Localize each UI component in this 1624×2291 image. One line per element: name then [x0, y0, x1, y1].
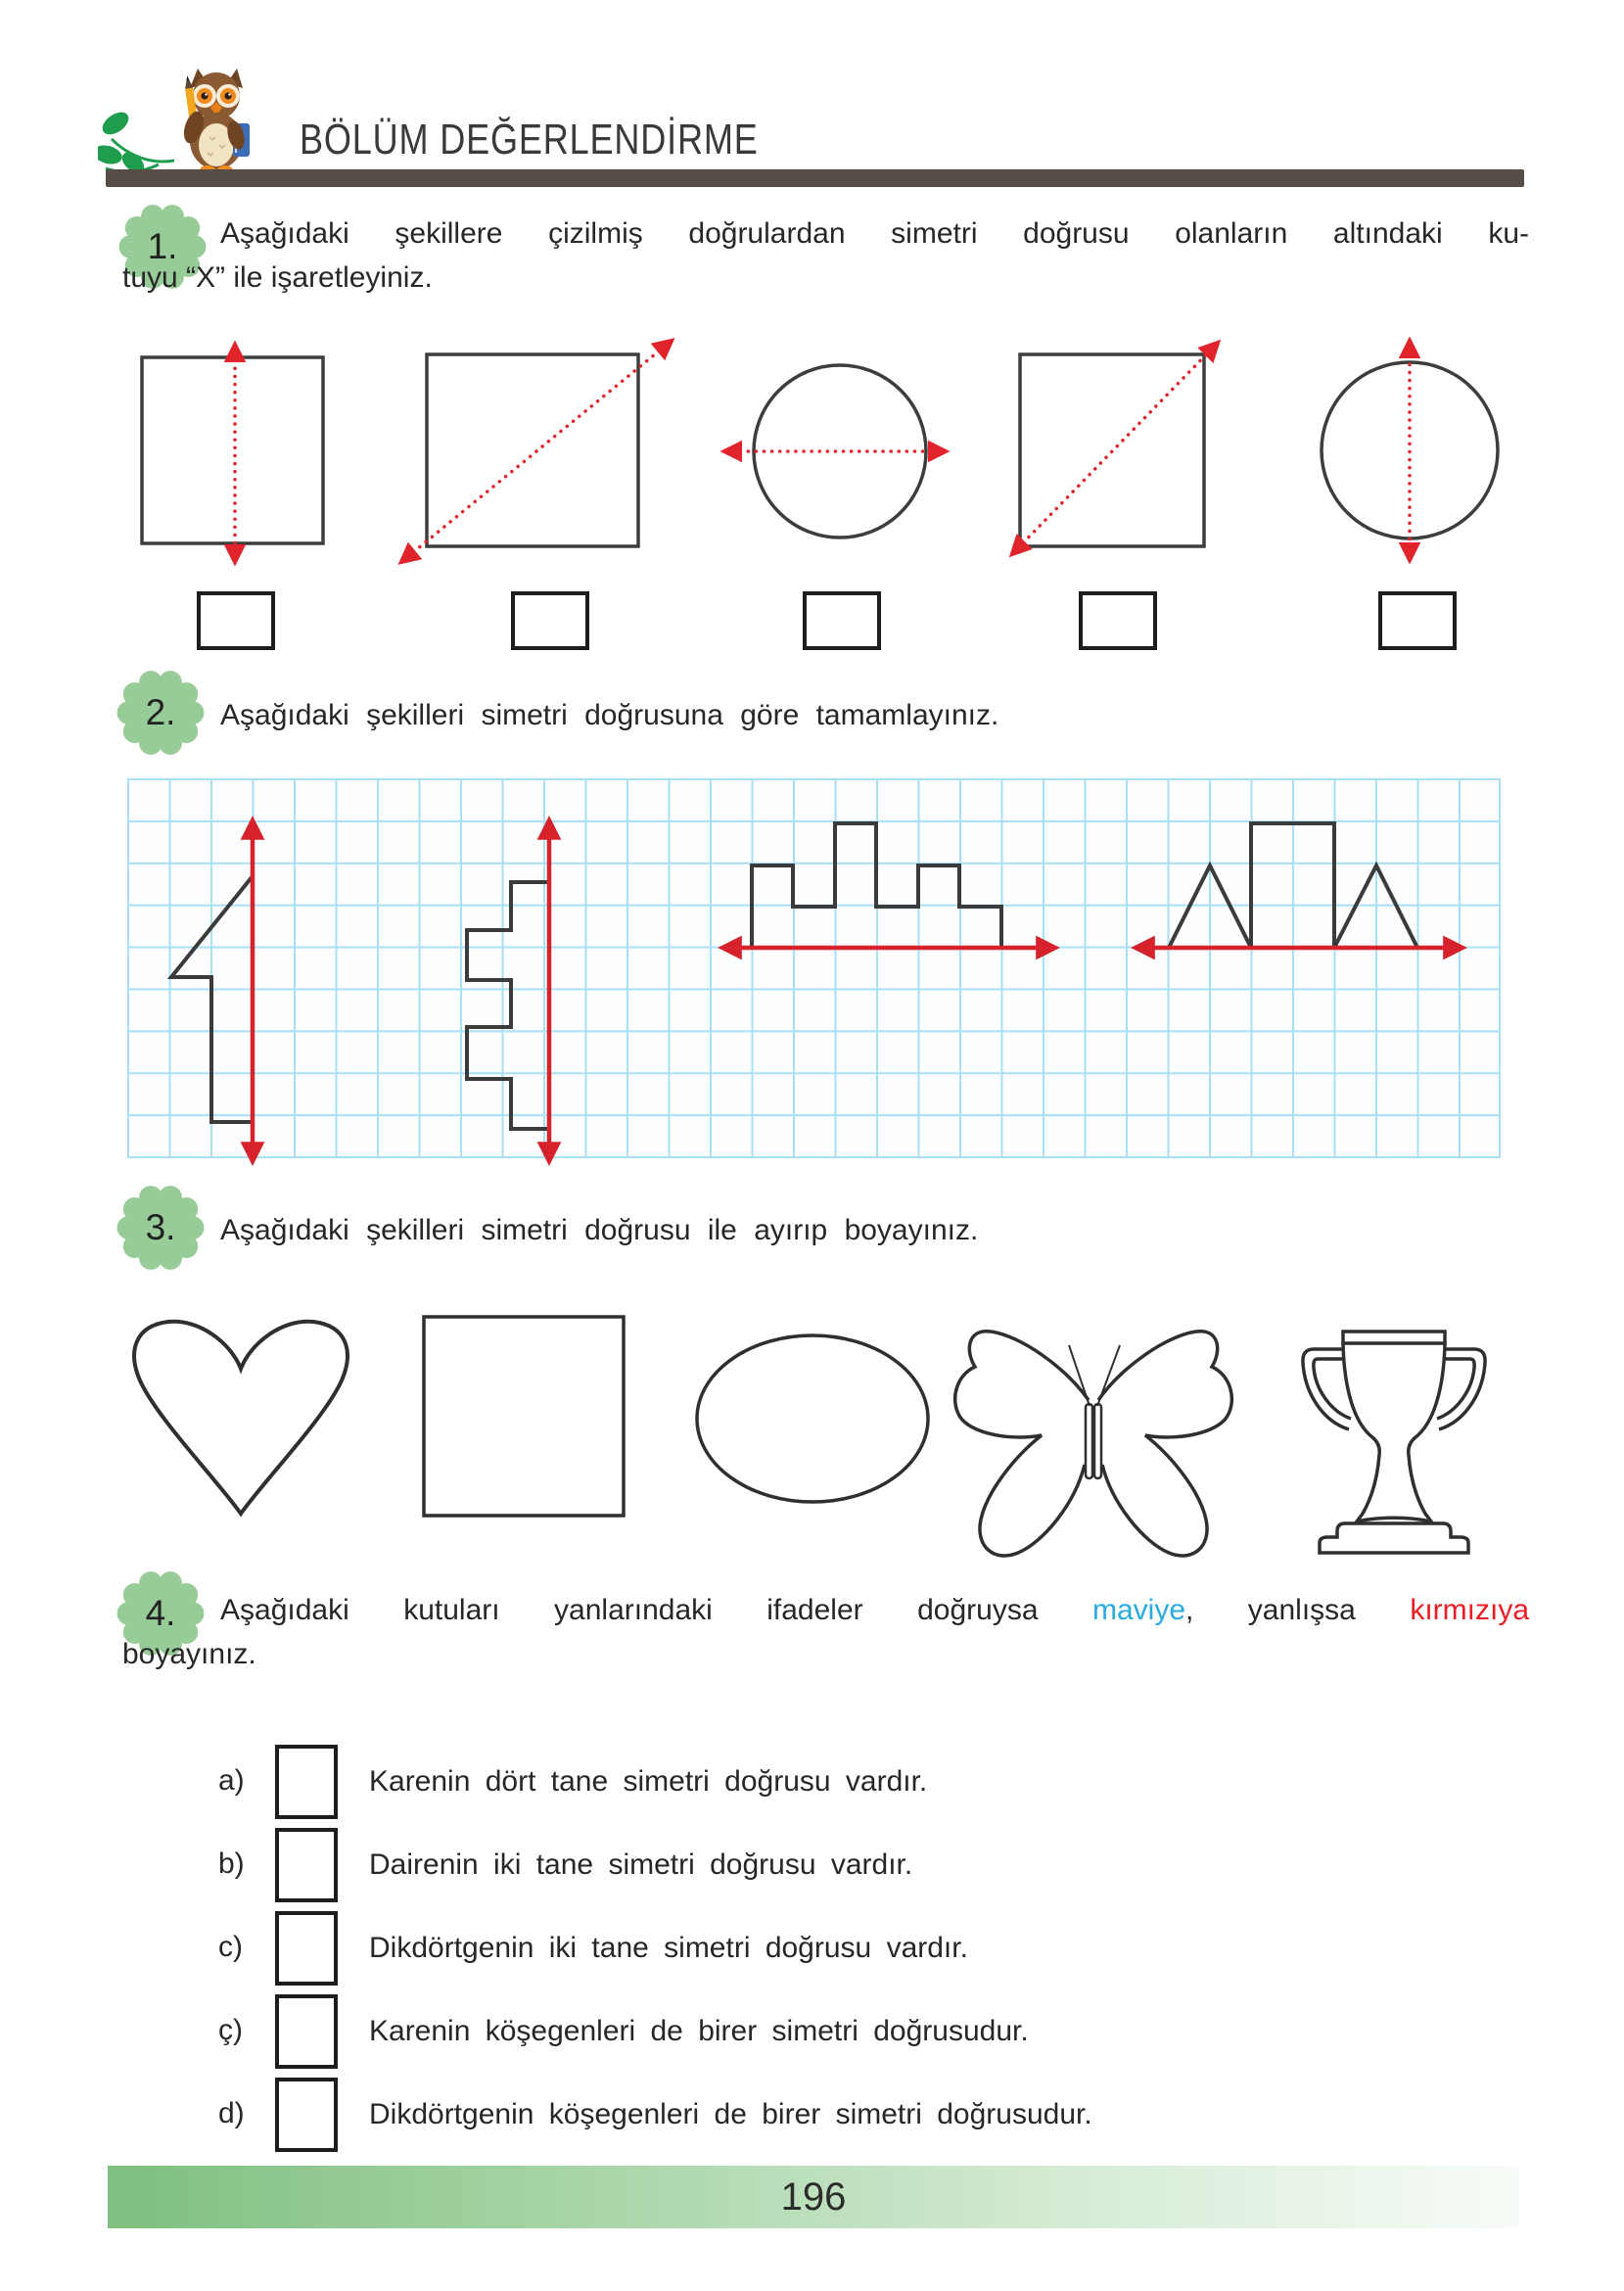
question-1-number: 1.: [147, 226, 178, 266]
answer-box-1[interactable]: [197, 591, 275, 650]
square-shape[interactable]: [424, 1317, 624, 1516]
page-footer: [108, 2166, 1519, 2228]
owl-icon: [180, 69, 250, 175]
question-2-number: 2.: [145, 692, 176, 732]
statement-row-ç: [0, 1994, 1624, 2071]
statement-text: Dikdörtgenin köşegenleri de birer simetri doğrusudur.: [369, 2098, 1092, 2130]
question-3-text: Aşağıdaki şekilleri simetri doğrusu ile ayırıp boyayınız.: [220, 1214, 979, 1246]
question-4-text: Aşağıdaki kutuları yanlarındaki ifadeler doğruysa maviye, yanlışsa kırmızıya boyayınız.: [122, 1594, 1529, 1670]
item-label: b): [218, 1847, 245, 1880]
question-2-text: Aşağıdaki şekilleri simetri doğrusuna göre tamamlayınız.: [220, 699, 999, 731]
header-divider-bar: [106, 169, 1524, 187]
statement-row-d: [0, 2078, 1624, 2154]
ellipse-shape[interactable]: [697, 1335, 928, 1502]
trophy-shape[interactable]: [1303, 1332, 1485, 1553]
answer-box-5[interactable]: [1378, 591, 1457, 650]
owl-mascot-illustration: [98, 67, 274, 176]
question-3-number: 3.: [145, 1207, 176, 1247]
question-4-number: 4.: [145, 1593, 176, 1633]
color-box-ç[interactable]: [275, 1994, 338, 2069]
statement-text: Karenin köşegenleri de birer simetri doğrusudur.: [369, 2015, 1029, 2047]
item-label: a): [218, 1764, 245, 1797]
false-color-word: kırmızıya: [1410, 1594, 1529, 1626]
page-title: BÖLÜM DEĞERLENDİRME: [300, 116, 759, 164]
statement-row-b: [0, 1828, 1624, 1904]
item-label: ç): [218, 2014, 243, 2046]
color-box-d[interactable]: [275, 2078, 338, 2152]
symmetry-line-diagonal: [1012, 343, 1218, 554]
symmetry-line-diagonal: [401, 341, 672, 562]
answer-box-2[interactable]: [511, 591, 589, 650]
item-label: d): [218, 2097, 245, 2129]
answer-box-4[interactable]: [1079, 591, 1157, 650]
statement-text: Karenin dört tane simetri doğrusu vardır.: [369, 1765, 928, 1798]
question-3-shapes: [98, 1302, 1527, 1576]
statement-text: Dikdörtgenin iki tane simetri doğrusu vardır.: [369, 1932, 968, 1964]
symmetry-drawing-grid[interactable]: [127, 778, 1501, 1158]
statement-text: Dairenin iki tane simetri doğrusu vardır.: [369, 1848, 913, 1881]
true-color-word: maviye: [1091, 1594, 1186, 1626]
color-box-b[interactable]: [275, 1828, 338, 1902]
color-box-c[interactable]: [275, 1911, 338, 1986]
butterfly-shape[interactable]: [955, 1332, 1232, 1556]
statement-row-c: [0, 1911, 1624, 1987]
statement-row-a: [0, 1745, 1624, 1821]
heart-shape[interactable]: [134, 1322, 348, 1514]
square-shape: [427, 354, 638, 546]
square-shape: [142, 357, 323, 543]
color-box-a[interactable]: [275, 1745, 338, 1819]
item-label: c): [218, 1931, 243, 1963]
answer-box-3[interactable]: [803, 591, 881, 650]
page-number: 196: [780, 2174, 847, 2219]
question-1-text: Aşağıdaki şekillere çizilmiş doğrulardan simetri doğrusu olanların altındaki ku- tuyu “X” ile işaretleyiniz.: [122, 217, 1529, 294]
ivy-leaves-illustration: [98, 108, 174, 176]
